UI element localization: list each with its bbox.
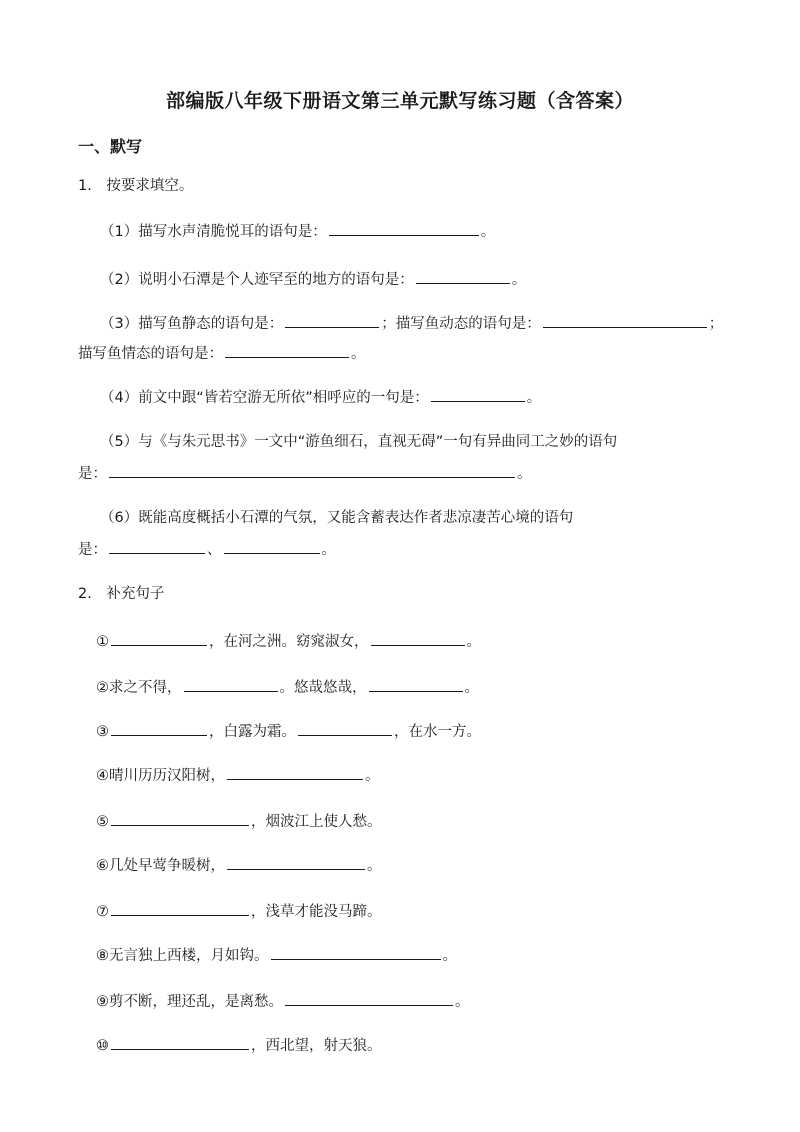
q1-item-4-prompt: （4）前文中跟“皆若空游无所依”相呼应的一句是： [100,390,429,406]
answer-blank[interactable] [109,462,515,478]
answer-blank[interactable] [543,312,707,328]
q1-item-1: （1）描写水声清脆悦耳的语句是： 。 [100,220,495,242]
page-title: 部编版八年级下册语文第三单元默写练习题（含答案） [165,90,634,112]
q2-item-4: ④晴川历历汉阳树， 。 [96,764,380,786]
answer-blank[interactable] [329,220,479,236]
q2-item-5: ⑤ ，烟波江上使人愁。 [96,810,382,832]
answer-blank[interactable] [431,386,525,402]
question-1-label: 1. 按要求填空。 [78,178,194,194]
q1-item-6 [100,508,573,528]
answer-blank[interactable] [111,630,207,646]
answer-blank[interactable] [285,312,379,328]
answer-blank[interactable] [111,1034,249,1050]
answer-blank[interactable] [371,630,465,646]
answer-blank[interactable] [184,676,278,692]
answer-blank[interactable] [109,538,205,554]
q2-item-6: ⑥几处早莺争暖树， 。 [96,854,382,876]
q2-item-10: ⑩ ，西北望，射天狼。 [96,1034,382,1056]
answer-blank[interactable] [111,900,249,916]
answer-blank[interactable] [271,944,441,960]
answer-blank[interactable] [369,676,463,692]
q2-item-7: ⑦ ，浅草才能没马蹄。 [96,900,382,922]
q1-item-3-line2: 描写鱼情态的语句是： 。 [78,342,366,364]
q2-item-2: ②求之不得， 。悠哉悠哉， 。 [96,676,479,698]
q1-item-6-prompt: （6）既能高度概括小石潭的气氛，又能含蓄表达作者悲凉凄苦心境的语句 [100,510,574,526]
answer-blank[interactable] [416,268,510,284]
q1-item-4: （4）前文中跟“皆若空游无所依”相呼应的一句是： 。 [100,386,541,408]
q1-item-5-line2: 是： 。 [78,462,532,484]
q2-item-1: ① ，在河之洲。窈窕淑女， 。 [96,630,481,652]
answer-blank[interactable] [224,538,320,554]
answer-blank[interactable] [225,342,349,358]
q1-item-6-line2: 是： 、 。 [78,538,336,560]
q1-item-2-prompt: （2）说明小石潭是个人迹罕至的地方的语句是： [100,272,414,288]
q2-item-3: ③ ，白露为霜。 ，在水一方。 [96,720,481,742]
q2-item-8: ⑧无言独上西楼，月如钩。 。 [96,944,457,966]
answer-blank[interactable] [227,854,365,870]
q2-item-9: ⑨剪不断，理还乱，是离愁。 。 [96,990,470,1012]
q1-item-3: （3）描写鱼静态的语句是： ；描写鱼动态的语句是： ； [100,312,723,334]
answer-blank[interactable] [298,720,392,736]
answer-blank[interactable] [111,810,249,826]
section-heading: 一、默写 [78,137,143,156]
answer-blank[interactable] [227,764,363,780]
q1-item-2: （2）说明小石潭是个人迹罕至的地方的语句是： 。 [100,268,526,290]
answer-blank[interactable] [285,990,453,1006]
answer-blank[interactable] [111,720,207,736]
q1-item-5 [100,432,617,452]
q1-item-3-prompt: （3）描写鱼静态的语句是： [100,316,284,332]
q1-item-5-prompt: （5）与《与朱元思书》一文中“游鱼细石，直视无碍”一句有异曲同工之妙的语句 [100,434,618,450]
question-2-label: 2. 补充句子 [78,586,165,602]
q1-item-1-prompt: （1）描写水声清脆悦耳的语句是： [100,224,327,240]
